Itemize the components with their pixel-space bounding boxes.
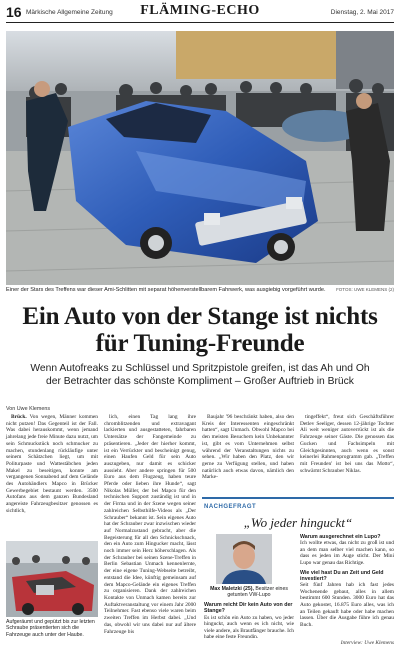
interview-title: „Wo jeder hinguckt“ [243,515,353,530]
article-column-3 [202,414,294,481]
car-engine-photo [6,541,98,617]
question-text: Wie viel hast Du an Zeit und Geld investiert? [300,569,384,582]
portrait-photo [216,534,272,584]
article-headline: Ein Auto von der Stange ist nichts für Tuning-Freunde [22,303,378,357]
article-column-2 [104,414,196,635]
page-number: 16 [6,4,22,20]
page-header [6,5,394,23]
main-photo [6,31,394,285]
interview-badge: NACHGEFRAGT [204,504,257,510]
engine-photo [6,541,98,617]
answer-text: Ich wollte etwas, das nicht zu groß ist und an dem man selber viel machen kann, so dass es jeden im Auge sticht. Der Mini Lupo war genau das Richtige. [300,540,394,567]
article-author: Von Uwe Klemens [6,406,51,412]
column-text: Von wegen, Männer kommen nicht putzen! Das Gegenteil ist der Fall. Was dabei herauskommt, wenn jemand jahrelang jede freie Minute dazu nutzt, um sein Schmuckstück noch schmucker zu machen, stundenlang rückläufige unter seinem Schätzchen liegt, um mit Politurpaste und Wattestäbchen jeden Makel zu beseitigen, konnte am vergangenen Sonnabend auf dem Gelände des Autohändlers Mapco in Brücker Gewerbegebiet bestaunt werden. 3500 Autofans aus dem ganzen Bundesland angereiste Fahrzeugbesitzer genossen es sichtlich, [6,414,98,514]
person-portrait [216,534,272,584]
dateline: Brück. [11,414,27,420]
column-text: tingeffekt“, freut sich Geschäftsführer Detlev Seeliger, dessen 12-jährige Tochter Ali weit weniger autoverrückt ist als die Fahrzeuge seiner Gäste. Die genossen das Gucken und Fachsimpeln mit Gleichgesinnten, auch wenn es sonst keinerlei Rahmenprogramm gab. „Treffen mit Freunden' ist bei uns das Motto“, schwärmt Schrauber Niklas. [300,414,394,474]
newspaper-name: Märkische Allgemeine Zeitung [26,9,113,16]
answer-text: Seit fünf Jahren hab ich fast jedes Wochenende gebaut, alles in allem bestimmt 600 Stunden. 3000 Euro hat das Auto gekostet, 16.875 Euro alles, was ich an Teilen gekauft habe oder habe machen lassen. Über die Ausgabe führe ich genau Buch. [300,582,394,628]
interview-qa-2 [300,534,394,628]
photo-credit: FOTOS: UWE KLEMENS (2) [336,287,394,292]
person-description: Besitzer eines getunten VW-Lupo [227,586,288,599]
caption-text: Einer der Stars des Treffens war dieser Ami-Schlitten mit separat höhenverstellbarem Fahrwerk, was ausgiebig vorgeführt wurde. [6,287,326,293]
column-text: Baujahr '96 beschränkt haben, also den Kreis der Interessenten eingeschränkt hatten“, sagt Unmach. Obwohl Mapco bei den meisten Besuchern kein Unbekannter ist, gibt es vom Unternehmen selbst während der Veranstaltungen nichts zu sehen. „Wir haben den Platz, den wir gerne zu Verfügung stellen, und haben natürlich auch etwas davon, nämlich den Marke- [202,414,294,481]
column-text: lich, einen Tag lang ihre chromblitzenden und extravagant lackierten und ausgestatteten, fahrbaren Untersätze der Fangemeinde zu präsentieren. „Jeder der hierher kommt, ist ein Verrückter und bescheinigt genug, einen Haufen Geld für sein Auto auszugeben, nur damit es schicker aussieht. Aber andere springen für 500 Euro aus dem Flugzeug, haben teure Pferde oder lieben ihre Hunde“, sagt Nikolas Müller, der bei Mapco für den technischen Support zuständig ist und in der Firma und in der Szene wegen seiner zahlreichen Selbsthilfe-Videos als „Der Schrauber“ bekannt ist. Sein eigenes Auto hat der Schrauber zwar inzwischen wieder auf Normalzustand gebracht, aber die Begeisterung für all den Schnickschnack, den ein Auto zum Hingucker macht, lässt noch immer sein Herz höherschlagen. Als der Schrauber bei seinen Szene-Treffen in Berlin Sebastian Unmach kennenlernte, der eine eigene Tuning-Webseite betreibt, entstand die Idee, künftig gemeinsam auf dem Mapco-Gelände ein eigenes Treffen zu organisieren. Dank der zahlreichen Kontakte von Unmach kamen bereits zur Auftaktveranstaltung vor einem Jahr 2000 Teilnehmer. Fast ebenso viele waren beim zweiten Treffen im Herbst dabei. „Und das, obwohl wir uns dabei nur auf ältere Fahrzeuge bis [104,414,196,635]
main-photo-caption [6,287,394,293]
article-column-4 [300,414,394,474]
question-text: Warum ausgerechnet ein Lupo? [300,534,381,540]
engine-photo-caption: Aufgeräumt und gepützt bis zur letzten Schraube präsentierten sich die Fahrzeuge auch unter der Haube. [6,619,95,638]
lowrider-car-photo [6,31,394,285]
person-name: Max Maletzki (25), [210,586,254,592]
article-subhead: Wenn Autofreaks zu Schlüssel und Spritzpistole greifen, ist das Ah und Oh der Betrachter das schönste Kompliment – Großer Auftrieb in Brück [30,363,370,387]
interview-credit: Interview: Uwe Klemens [340,640,394,646]
answer-text: Es ist schön ein Auto zu haben, wo jeder hinguckt, auch wenn es ich nicht, wie viele andere, als Brautfänger brauche. Ich habe eine feste Freundin. [204,614,294,641]
interview-box [202,497,394,647]
section-title: FLÄMING-ECHO [140,3,260,18]
question-text: Warum reicht Dir kein Auto von der Stange? [204,602,293,615]
interview-qa-1 [204,602,294,641]
article-column-1 [6,414,98,515]
issue-date: Dienstag, 2. Mai 2017 [330,9,394,16]
portrait-caption [204,586,294,599]
